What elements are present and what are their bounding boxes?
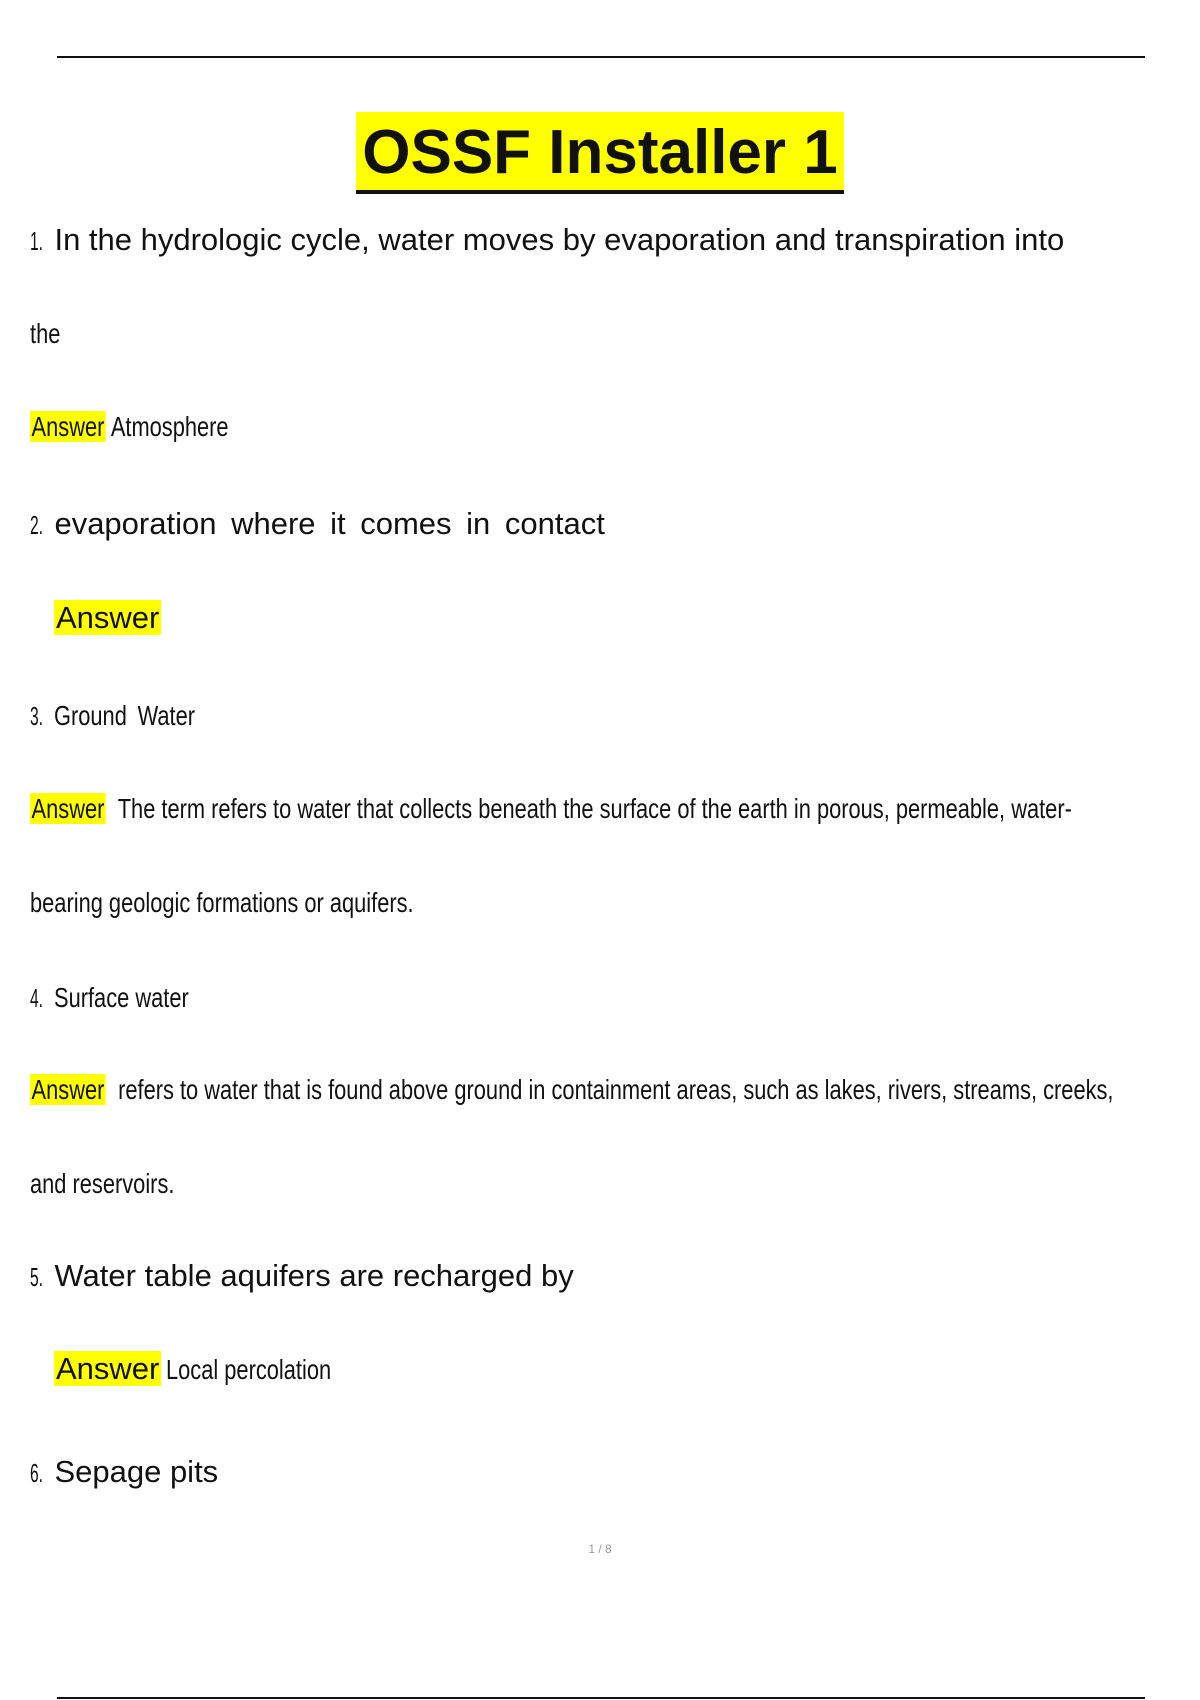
question-text: In the hydrologic cycle, water moves by evaporation and transpiration into: [54, 222, 1065, 257]
question-number: 6.: [30, 1458, 44, 1488]
answer-text: bearing geologic formations or aquifers.: [30, 887, 414, 918]
answer-label: Answer: [56, 600, 160, 635]
answer-4: [30, 1074, 1200, 1106]
question-3: [30, 700, 235, 732]
question-number: 2.: [30, 510, 44, 540]
question-1-continued: [30, 318, 69, 350]
question-4: [30, 982, 227, 1014]
question-2: [30, 506, 605, 542]
answer-2: [54, 600, 161, 636]
page-number: 1 / 8: [588, 1542, 612, 1556]
question-text: Ground Water: [54, 700, 196, 731]
answer-text: The term refers to water that collects beneath the surface of the earth in porous, permeable, water-: [117, 793, 1072, 824]
answer-5: [54, 1351, 378, 1387]
answer-text: and reservoirs.: [30, 1168, 175, 1199]
question-text: evaporation where it comes in contact: [54, 506, 605, 541]
title-block: [0, 112, 1200, 194]
bottom-rule: [57, 1697, 1145, 1699]
answer-text: Atmosphere: [110, 411, 229, 442]
question-text: the: [30, 318, 61, 349]
question-1: [30, 222, 1064, 258]
answer-1: [30, 411, 285, 443]
question-number: 4.: [30, 983, 44, 1013]
answer-3-continued: [30, 887, 522, 919]
question-text: Surface water: [54, 982, 190, 1013]
question-number: 5.: [30, 1262, 44, 1292]
question-text: Sepage pits: [54, 1454, 219, 1489]
answer-label: Answer: [31, 793, 105, 824]
answer-label: Answer: [56, 1351, 160, 1386]
answer-3: [30, 793, 1200, 825]
question-number: 1.: [30, 226, 44, 256]
answer-label: Answer: [31, 411, 105, 442]
page-title: OSSF Installer 1: [356, 112, 844, 194]
answer-label: Answer: [31, 1074, 105, 1105]
answer-4-continued: [30, 1168, 215, 1200]
question-6: [30, 1454, 218, 1490]
top-rule: [57, 56, 1145, 58]
question-text: Water table aquifers are recharged by: [54, 1258, 574, 1293]
answer-text: refers to water that is found above ground in containment areas, such as lakes, rivers, streams, creeks,: [118, 1074, 1114, 1105]
answer-text: Local percolation: [165, 1354, 331, 1385]
question-5: [30, 1258, 574, 1294]
question-number: 3.: [30, 701, 44, 731]
